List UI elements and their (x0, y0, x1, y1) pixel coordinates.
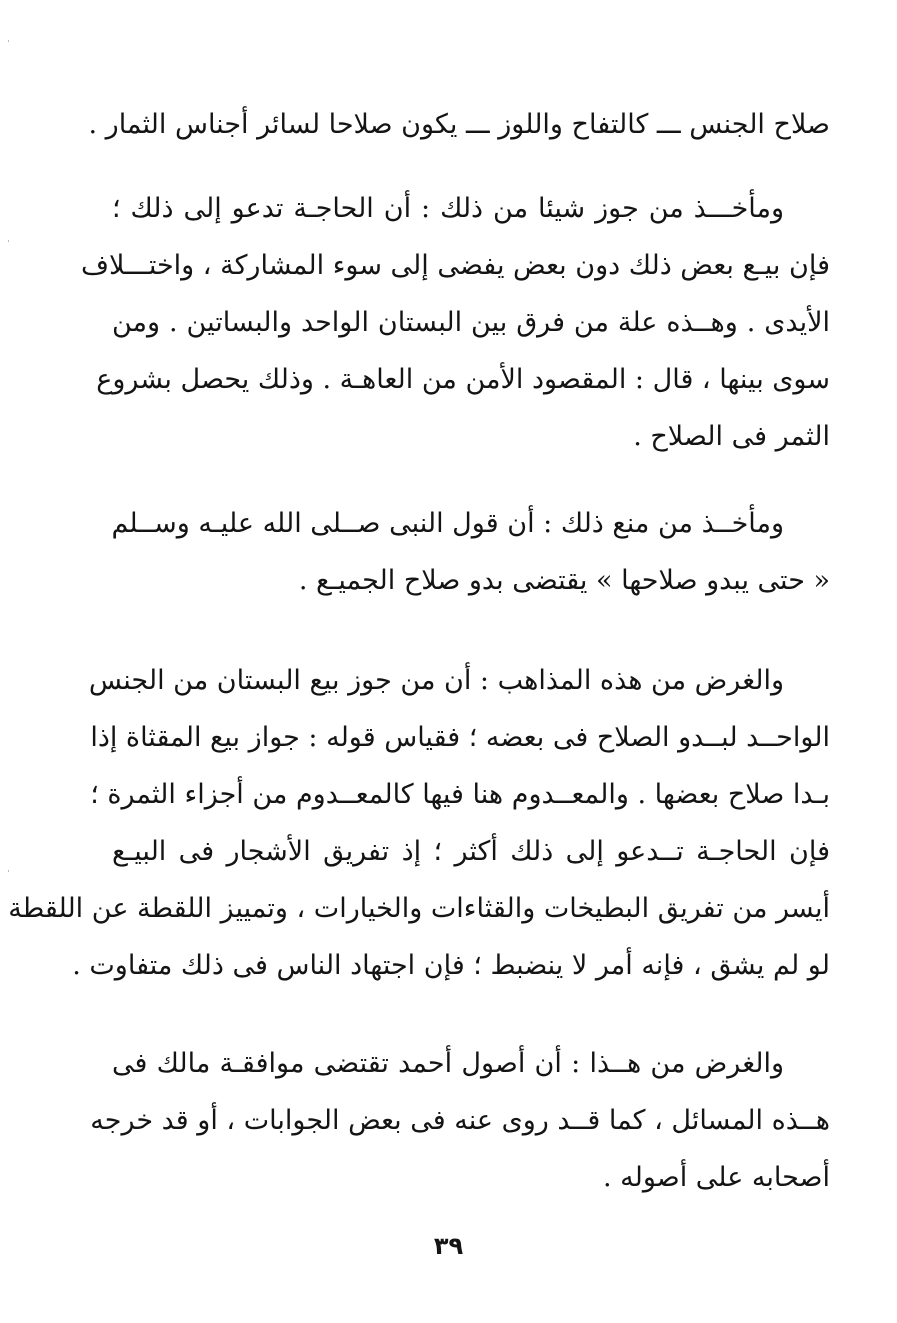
text-line: والغرض من هــذا : أن أصول أحمد تقتضى موافقـة مالك فى (112, 1048, 784, 1079)
text-line: والغرض من هذه المذاهب : أن من جوز بيع البستان من الجنس (88, 665, 784, 696)
paragraph-ahmad-principles (90, 1035, 830, 1206)
text-line: صلاح الجنس ـــ كالتفاح واللوز ـــ يكون صلاحا لسائر أجناس الثمار . (88, 109, 830, 140)
text-line: الواحــد لبــدو الصلاح فى بعضه ؛ فقياس قوله : جواز بيع المقثاة إذا (90, 722, 830, 753)
text-line: ومأخــذ من منع ذلك : أن قول النبى صــلى الله عليـه وســلم (111, 508, 784, 539)
scan-mark (8, 870, 9, 872)
paragraph-justification-argument (81, 180, 830, 465)
text-line: ومأخـــذ من جوز شيئا من ذلك : أن الحاجـة تدعو إلى ذلك ؛ (112, 193, 784, 224)
text-line: لو لم يشق ، فإنه أمر لا ينضبط ؛ فإن اجتهاد الناس فى ذلك متفاوت . (72, 950, 830, 981)
paragraph-schools-purpose (8, 652, 830, 994)
paragraph-continuation (88, 96, 830, 153)
text-line: هــذه المسائل ، كما قــد روى عنه فى بعض الجوابات ، أو قد خرجه (90, 1105, 830, 1136)
text-line: أيسر من تفريق البطيخات والقثاءات والخيارات ، وتمييز اللقطة عن اللقطة (8, 893, 830, 924)
text-line: بـدا صلاح بعضها . والمعــدوم هنا فيها كالمعــدوم من أجزاء الثمرة ؛ (90, 779, 830, 810)
paragraph-prohibition-argument (112, 495, 830, 609)
text-line: أصحابه على أصوله . (602, 1162, 830, 1193)
text-line: فإن بيـع بعض ذلك دون بعض يفضى إلى سوء المشاركة ، واختـــلاف (81, 250, 830, 281)
scan-mark (8, 240, 9, 242)
text-line: سوى بينها ، قال : المقصود الأمن من العاهـة . وذلك يحصل بشروع (96, 364, 830, 395)
page-number: ٣٩ (433, 1232, 464, 1260)
text-line: « حتى يبدو صلاحها » يقتضى بدو صلاح الجميـع . (298, 565, 830, 596)
scan-mark (8, 40, 9, 42)
text-line: الثمر فى الصلاح . (633, 421, 830, 452)
text-line: فإن الحاجـة تــدعو إلى ذلك أكثر ؛ إذ تفريق الأشجار فى البيـع (112, 836, 830, 867)
text-line: الأيدى . وهــذه علة من فرق بين البستان الواحد والبساتين . ومن (112, 307, 830, 338)
